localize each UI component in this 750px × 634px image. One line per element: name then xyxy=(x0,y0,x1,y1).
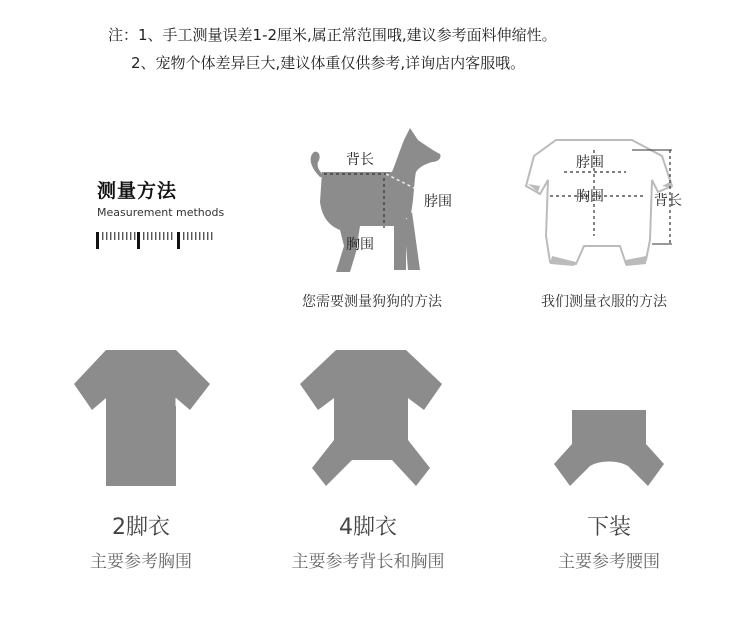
four-leg-suit-icon xyxy=(296,348,446,490)
dog-chest-label: 胸围 xyxy=(346,237,374,253)
garment-back-length-label: 背长 xyxy=(654,193,682,209)
note-line-2: 2、宠物个体差异巨大,建议体重仅供参考,详询店内客服哦。 xyxy=(131,54,526,72)
ruler-icon xyxy=(96,228,220,250)
type-hint-bottoms: 主要参考腰围 xyxy=(558,552,660,572)
dog-back-length-label: 背长 xyxy=(346,152,374,168)
dog-caption: 您需要测量狗狗的方法 xyxy=(302,294,442,310)
type-hint-four-leg: 主要参考背长和胸围 xyxy=(291,552,445,572)
garment-chest-label: 胸围 xyxy=(576,189,604,205)
two-leg-shirt-icon xyxy=(72,348,212,488)
type-hint-two-leg: 主要参考胸围 xyxy=(90,552,192,572)
note-line-1: 注：1、手工测量误差1-2厘米,属正常范围哦,建议参考面料伸缩性。 xyxy=(108,26,557,44)
method-title: 测量方法 xyxy=(97,180,178,202)
garment-caption: 我们测量衣服的方法 xyxy=(541,294,667,310)
type-name-bottoms: 下装 xyxy=(586,515,631,540)
type-name-two-leg: 2脚衣 xyxy=(112,515,170,540)
bottoms-icon xyxy=(552,408,666,488)
type-name-four-leg: 4脚衣 xyxy=(339,515,397,540)
garment-neck-label: 脖围 xyxy=(576,155,604,171)
method-subtitle: Measurement methods xyxy=(97,206,225,219)
dog-neck-label: 脖围 xyxy=(424,194,452,210)
